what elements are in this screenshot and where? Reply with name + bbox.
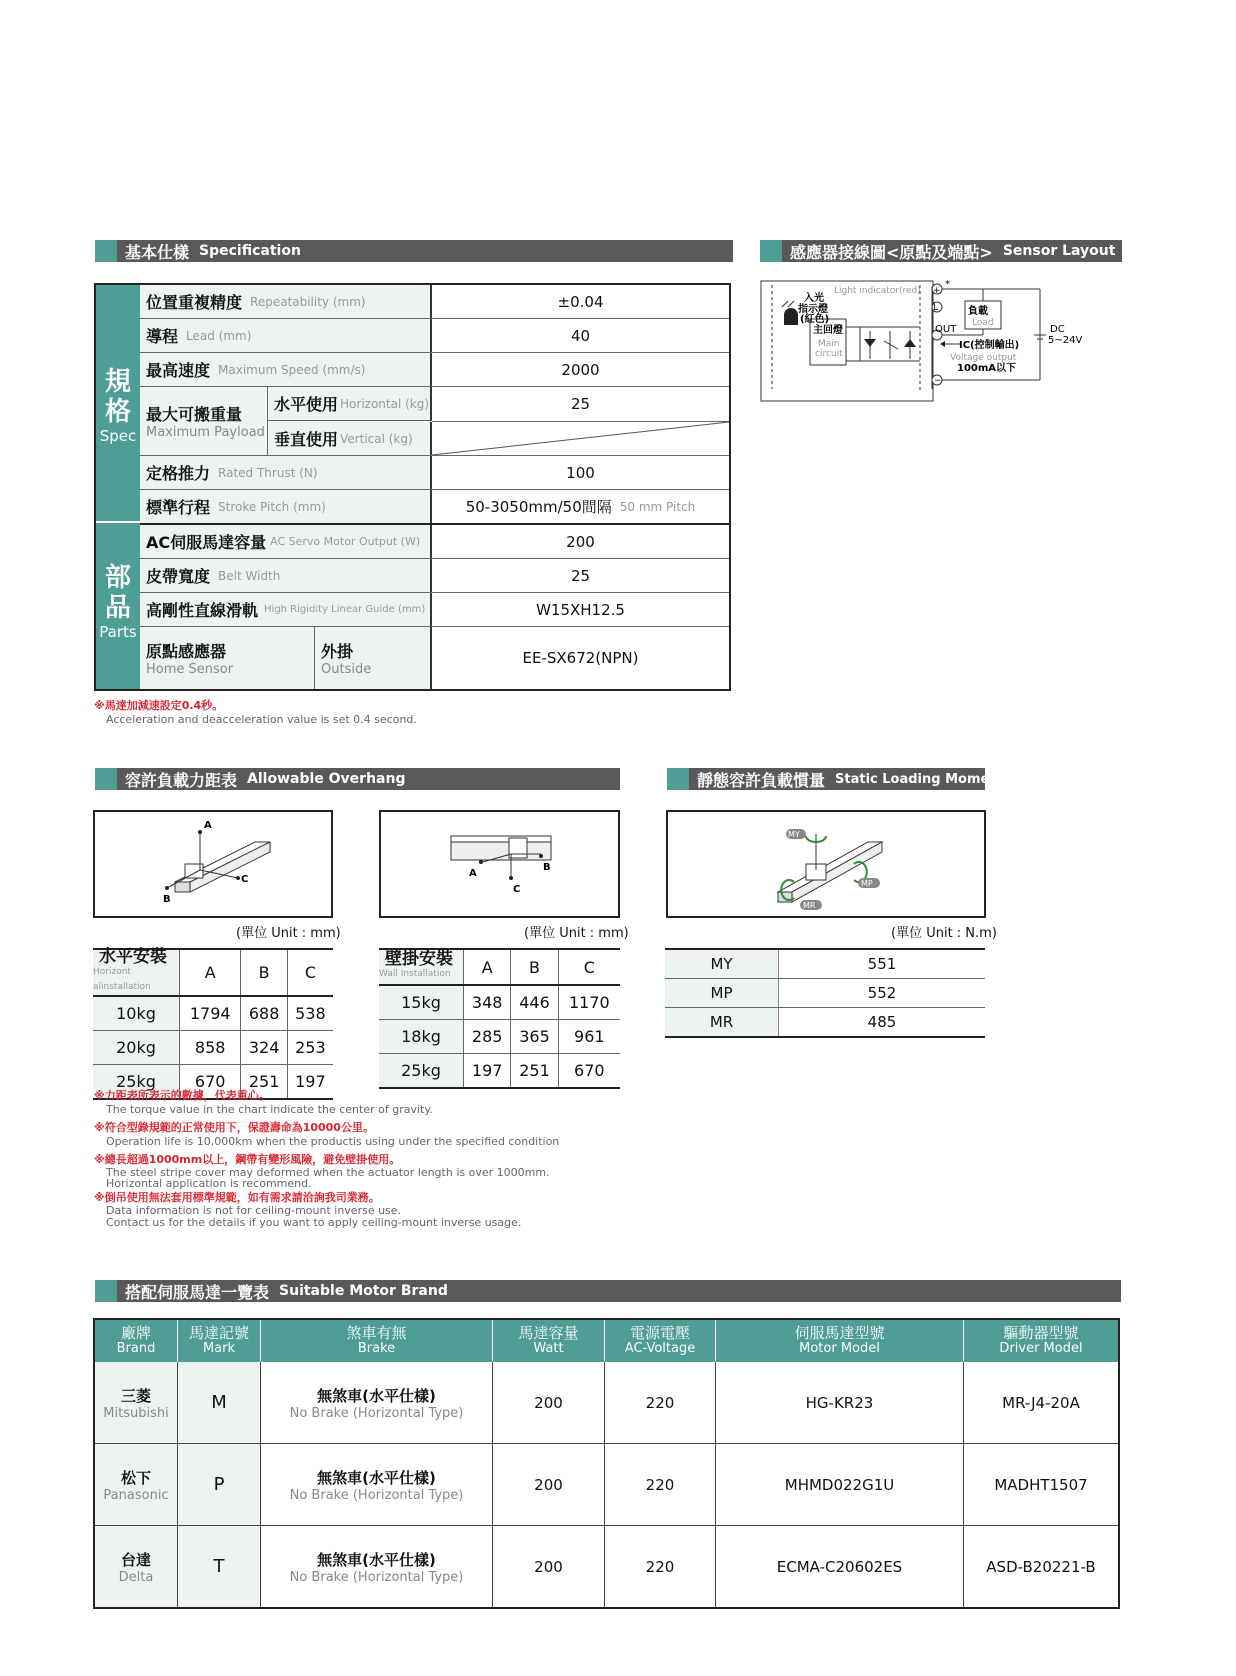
val-a: 285 bbox=[464, 1020, 511, 1054]
label-c: C bbox=[241, 874, 249, 885]
val-c: 253 bbox=[287, 1031, 333, 1065]
wall-unit-label: (單位 Unit : mm) bbox=[524, 926, 629, 941]
brand-en: Mitsubishi bbox=[103, 1405, 169, 1421]
col-c: C bbox=[558, 949, 620, 985]
header-en: Motor Model bbox=[799, 1341, 880, 1356]
load: 15kg bbox=[379, 985, 464, 1020]
col-a: A bbox=[180, 949, 241, 996]
wiring-svg bbox=[760, 279, 1122, 403]
value-stroke-en: 50 mm Pitch bbox=[619, 499, 696, 514]
bar-accent bbox=[95, 240, 117, 262]
dc-label: DC bbox=[1050, 324, 1065, 335]
horizontal-overhang-table bbox=[93, 948, 333, 1100]
overhang-notes bbox=[94, 1089, 694, 1229]
header-zh: 馬達容量 bbox=[518, 1324, 579, 1342]
col-b: B bbox=[511, 949, 558, 985]
val-a: 1794 bbox=[180, 996, 241, 1031]
header-en: Mark bbox=[202, 1341, 236, 1356]
label-a: A bbox=[469, 868, 477, 879]
value-speed: 2000 bbox=[561, 360, 600, 379]
val-c: 961 bbox=[558, 1020, 620, 1054]
driver-model: MR-J4-20A bbox=[964, 1362, 1120, 1444]
header-zh: 廠牌 bbox=[120, 1324, 151, 1342]
indicator-label: 指示燈 bbox=[798, 304, 828, 315]
brand-en: Delta bbox=[118, 1569, 154, 1585]
wall-diagram-svg bbox=[381, 812, 618, 916]
label-en: Maximum Payload bbox=[146, 425, 265, 440]
val-b: 251 bbox=[241, 1065, 287, 1100]
label-en: High Rigidity Linear Guide (mm) bbox=[264, 604, 426, 615]
header-zh: 電源電壓 bbox=[629, 1324, 690, 1342]
vertical-not-applicable-slash bbox=[432, 422, 729, 455]
motor-section-subtitle: Suitable Motor Brand bbox=[279, 1283, 448, 1299]
brake-en: No Brake (Horizontal Type) bbox=[289, 1569, 464, 1585]
label-en: Lead (mm) bbox=[186, 328, 252, 343]
overhang-section-bar bbox=[95, 768, 620, 790]
value-stroke: 50-3050mm/50間隔 bbox=[465, 498, 612, 516]
title-zh: 水平安裝 bbox=[99, 947, 167, 967]
load: 25kg bbox=[379, 1054, 464, 1089]
table-row bbox=[665, 949, 985, 979]
label-mr: MR bbox=[803, 901, 816, 910]
header-en: Brake bbox=[357, 1341, 396, 1356]
table-row bbox=[94, 1362, 1119, 1444]
val-b: 324 bbox=[241, 1031, 287, 1065]
label-zh: 高剛性直線滑軌 bbox=[146, 601, 259, 620]
sensor-section-bar bbox=[760, 240, 1122, 262]
table-row bbox=[379, 985, 620, 1020]
parts-category-zh1: 部 bbox=[104, 563, 131, 593]
voltage-output-label: Voltage output bbox=[950, 353, 1017, 363]
watt: 200 bbox=[493, 1444, 605, 1526]
spec-section-title: 基本仕樣 bbox=[125, 242, 190, 262]
dc-range-label: 5~24V bbox=[1048, 335, 1083, 346]
header-zh: 煞車有無 bbox=[346, 1324, 407, 1342]
table-row bbox=[93, 996, 333, 1031]
title-en: Wall Installation bbox=[379, 969, 451, 979]
plus-terminal: + bbox=[933, 286, 941, 296]
col-a: A bbox=[464, 949, 511, 985]
star-label: * bbox=[945, 279, 950, 290]
moment-unit-label: (單位 Unit : N.m) bbox=[891, 926, 997, 941]
sensor-wiring-diagram bbox=[760, 279, 1122, 403]
label-zh: 皮帶寬度 bbox=[146, 567, 211, 586]
label-en: Repeatability (mm) bbox=[250, 294, 366, 309]
header-zh: 驅動器型號 bbox=[1003, 1324, 1079, 1342]
val-c: 670 bbox=[558, 1054, 620, 1089]
title-zh: 壁掛安裝 bbox=[385, 949, 453, 969]
spec-table bbox=[94, 283, 731, 691]
label-zh: 原點感應器 bbox=[146, 642, 227, 661]
label-zh: AC伺服馬達容量 bbox=[146, 533, 267, 552]
label-zh: 標準行程 bbox=[146, 498, 211, 517]
value-belt-width: 25 bbox=[570, 566, 591, 585]
header-en: Driver Model bbox=[999, 1341, 1083, 1356]
label-outside-en: Outside bbox=[321, 662, 372, 677]
spec-row-motor bbox=[140, 525, 729, 559]
brake-zh: 無煞車(水平仕樣) bbox=[317, 1468, 436, 1487]
motor-section-bar bbox=[95, 1280, 1121, 1302]
table-row bbox=[94, 1526, 1119, 1609]
moment-key: MR bbox=[665, 1008, 779, 1038]
brake-en: No Brake (Horizontal Type) bbox=[289, 1487, 464, 1503]
val-c: 197 bbox=[287, 1065, 333, 1100]
table-row bbox=[94, 1444, 1119, 1526]
parts-category-zh2: 品 bbox=[104, 593, 131, 623]
label-en: Home Sensor bbox=[146, 662, 234, 677]
label-zh: 最大可搬重量 bbox=[146, 405, 243, 424]
l-terminal: L bbox=[933, 303, 939, 313]
note-en: The torque value in the chart indicate the center of gravity. bbox=[106, 1103, 433, 1116]
label-zh: 導程 bbox=[146, 327, 179, 346]
label-zh: 定格推力 bbox=[146, 464, 211, 483]
overhang-section-title: 容許負載力距表 bbox=[125, 770, 238, 790]
header-en: Watt bbox=[533, 1341, 564, 1356]
table-header-row bbox=[94, 1319, 1119, 1362]
spec-row-guide bbox=[140, 593, 729, 627]
motor-model: ECMA-C20602ES bbox=[716, 1526, 964, 1609]
driver-model: MADHT1507 bbox=[964, 1444, 1120, 1526]
spec-category bbox=[96, 285, 140, 523]
title-en: Horizont alinstallation bbox=[93, 967, 151, 992]
bar-accent bbox=[95, 768, 117, 790]
driver-model: ASD-B20221-B bbox=[986, 1557, 1096, 1576]
load-zh: 負載 bbox=[968, 306, 988, 317]
moment-key: MP bbox=[665, 979, 779, 1008]
val-a: 670 bbox=[180, 1065, 241, 1100]
col-c: C bbox=[287, 949, 333, 996]
moment-table bbox=[665, 948, 985, 1038]
watt: 200 bbox=[493, 1362, 605, 1444]
spec-note-en: Acceleration and deacceleration value is set 0.4 second. bbox=[106, 713, 417, 726]
in-light-label: 入光 bbox=[804, 293, 824, 304]
label-en: Stroke Pitch (mm) bbox=[218, 499, 326, 514]
val-a: 197 bbox=[464, 1054, 511, 1089]
bar-accent bbox=[760, 240, 782, 262]
brand-zh: 松下 bbox=[120, 1468, 151, 1487]
mark: M bbox=[178, 1362, 261, 1444]
motor-model: MHMD022G1U bbox=[716, 1444, 964, 1526]
label-en: Belt Width bbox=[218, 568, 281, 583]
spec-row-repeatability bbox=[140, 285, 729, 319]
value-linear-guide: W15XH12.5 bbox=[536, 600, 625, 619]
val-b: 446 bbox=[511, 985, 558, 1020]
table-row bbox=[665, 979, 985, 1008]
spec-row-speed bbox=[140, 353, 729, 387]
header-zh: 馬達記號 bbox=[188, 1324, 249, 1342]
spec-row-payload bbox=[140, 387, 729, 456]
note-en2: Contact us for the details if you want to apply ceiling-mount inverse usage. bbox=[106, 1216, 522, 1229]
main-circuit-en1: Main bbox=[818, 339, 840, 349]
spec-note-zh: ※馬達加減速設定0.4秒。 bbox=[94, 699, 224, 712]
moment-key: MY bbox=[665, 949, 779, 979]
note-en: The steel stripe cover may deformed when the actuator length is over 1000mm. bbox=[106, 1166, 550, 1179]
label-en: Maximum Speed (mm/s) bbox=[218, 362, 366, 377]
value-lead: 40 bbox=[570, 326, 591, 345]
bar-accent bbox=[667, 768, 689, 790]
minus-terminal: − bbox=[934, 376, 942, 386]
spec-section-bar bbox=[95, 240, 733, 262]
table-row bbox=[379, 1020, 620, 1054]
light-indicator-label: Light indicator(red) bbox=[834, 286, 921, 296]
main-circuit-zh: 主回燈 bbox=[813, 325, 843, 336]
note-en2: Horizontal application is recommend. bbox=[106, 1177, 312, 1190]
motor-section-title: 搭配伺服馬達一覽表 bbox=[125, 1282, 270, 1302]
note-zh: ※倒吊使用無法套用標準規範，如有需求請洽詢我司業務。 bbox=[94, 1191, 380, 1204]
value-thrust: 100 bbox=[566, 463, 595, 482]
label-horizontal-en: Horizontal (kg) bbox=[340, 396, 430, 411]
spec-section-subtitle: Specification bbox=[199, 243, 301, 259]
label-zh: 最高速度 bbox=[146, 361, 211, 380]
brake-zh: 無煞車(水平仕樣) bbox=[317, 1386, 436, 1405]
val-a: 858 bbox=[180, 1031, 241, 1065]
mark: P bbox=[178, 1444, 261, 1526]
val-c: 1170 bbox=[558, 985, 620, 1020]
table-row bbox=[379, 1054, 620, 1089]
label-b: B bbox=[163, 894, 171, 905]
label-a: A bbox=[204, 820, 212, 831]
spec-category-en: Spec bbox=[99, 427, 137, 445]
overhang-section-subtitle: Allowable Overhang bbox=[247, 771, 406, 787]
horizontal-overhang-diagram bbox=[93, 810, 333, 918]
header-en: AC-Voltage bbox=[624, 1341, 696, 1356]
col-b: B bbox=[241, 949, 287, 996]
label-b: B bbox=[543, 862, 551, 873]
motor-model: HG-KR23 bbox=[716, 1362, 964, 1444]
note-en: Data information is not for ceiling-mount inverse use. bbox=[106, 1204, 402, 1217]
brake-en: No Brake (Horizontal Type) bbox=[289, 1405, 464, 1421]
val-c: 538 bbox=[287, 996, 333, 1031]
main-circuit-en2: circuit bbox=[815, 349, 843, 359]
header-zh: 伺服馬達型號 bbox=[794, 1324, 885, 1342]
moment-section-title: 靜態容許負載慣量 bbox=[697, 770, 826, 790]
wall-overhang-table bbox=[379, 948, 620, 1089]
watt: 200 bbox=[493, 1526, 605, 1609]
note-en: Operation life is 10,000km when the productis using under the specified condition bbox=[106, 1135, 560, 1148]
label-en: Rated Thrust (N) bbox=[218, 465, 318, 480]
value-repeatability: ±0.04 bbox=[557, 292, 604, 311]
out-label: OUT bbox=[935, 324, 957, 335]
spec-row-home-sensor bbox=[140, 627, 729, 689]
mark: T bbox=[178, 1526, 261, 1609]
voltage: 220 bbox=[605, 1526, 716, 1609]
load: 20kg bbox=[93, 1031, 180, 1065]
load: 10kg bbox=[93, 996, 180, 1031]
voltage: 220 bbox=[605, 1362, 716, 1444]
horizontal-diagram-svg bbox=[95, 812, 331, 916]
spec-category-zh2: 格 bbox=[104, 397, 131, 427]
table-row bbox=[93, 1031, 333, 1065]
value-motor-output: 200 bbox=[566, 532, 595, 551]
header-en: Brand bbox=[116, 1341, 156, 1356]
wall-overhang-diagram bbox=[379, 810, 620, 918]
note-zh: ※符合型錄規範的正常使用下，保證壽命為10000公里。 bbox=[94, 1121, 374, 1134]
label-mp: MP bbox=[861, 879, 873, 888]
load: 18kg bbox=[379, 1020, 464, 1054]
table-row bbox=[665, 1008, 985, 1038]
bar-accent bbox=[95, 1280, 117, 1302]
label-c: C bbox=[513, 884, 521, 895]
spec-row-thrust bbox=[140, 456, 729, 490]
moment-value: 551 bbox=[779, 949, 986, 979]
sensor-section-subtitle: Sensor Layout bbox=[1002, 243, 1116, 259]
label-horizontal-zh: 水平使用 bbox=[274, 395, 339, 414]
val-b: 365 bbox=[511, 1020, 558, 1054]
load: 25kg bbox=[93, 1065, 180, 1100]
parts-category bbox=[96, 523, 140, 689]
val-b: 251 bbox=[511, 1054, 558, 1089]
label-zh: 位置重複精度 bbox=[146, 293, 243, 312]
ma-label: 100mA以下 bbox=[957, 363, 1017, 374]
horizontal-unit-label: (單位 Unit : mm) bbox=[236, 926, 341, 941]
moment-diagram-svg bbox=[668, 812, 984, 916]
spec-category-zh1: 規 bbox=[104, 367, 131, 397]
brand-en: Panasonic bbox=[103, 1487, 169, 1503]
note-zh: ※總長超過1000mm以上，鋼帶有變形風險，避免壁掛使用。 bbox=[94, 1153, 401, 1166]
motor-brand-table bbox=[93, 1318, 1120, 1609]
spec-row-stroke bbox=[140, 490, 729, 525]
val-b: 688 bbox=[241, 996, 287, 1031]
brand-zh: 台達 bbox=[120, 1550, 151, 1569]
parts-category-en: Parts bbox=[99, 623, 137, 641]
spec-row-belt bbox=[140, 559, 729, 593]
label-vertical-zh: 垂直使用 bbox=[274, 430, 339, 449]
brand-zh: 三菱 bbox=[120, 1386, 151, 1405]
val-a: 348 bbox=[464, 985, 511, 1020]
moment-value: 552 bbox=[779, 979, 986, 1008]
red-label: (紅色) bbox=[800, 314, 830, 325]
ic-label: IC(控制輸出) bbox=[959, 340, 1020, 351]
value-horizontal-payload: 25 bbox=[432, 387, 729, 422]
moment-diagram bbox=[666, 810, 986, 918]
label-my: MY bbox=[788, 830, 800, 839]
label-outside-zh: 外掛 bbox=[321, 642, 354, 661]
sensor-section-title: 感應器接線圖<原點及端點> bbox=[790, 242, 993, 262]
voltage: 220 bbox=[605, 1444, 716, 1526]
value-home-sensor: EE-SX672(NPN) bbox=[522, 649, 639, 667]
load-en: Load bbox=[972, 318, 994, 328]
moment-section-subtitle: Static Loading Moment bbox=[835, 771, 1005, 787]
brake-zh: 無煞車(水平仕樣) bbox=[317, 1550, 436, 1569]
label-vertical-en: Vertical (kg) bbox=[340, 431, 413, 446]
label-en: AC Servo Motor Output (W) bbox=[270, 535, 421, 548]
moment-section-bar bbox=[667, 768, 1005, 790]
note-zh: ※力距表所表示的數據，代表重心。 bbox=[94, 1089, 270, 1102]
moment-value: 485 bbox=[779, 1008, 986, 1038]
spec-row-lead bbox=[140, 319, 729, 353]
